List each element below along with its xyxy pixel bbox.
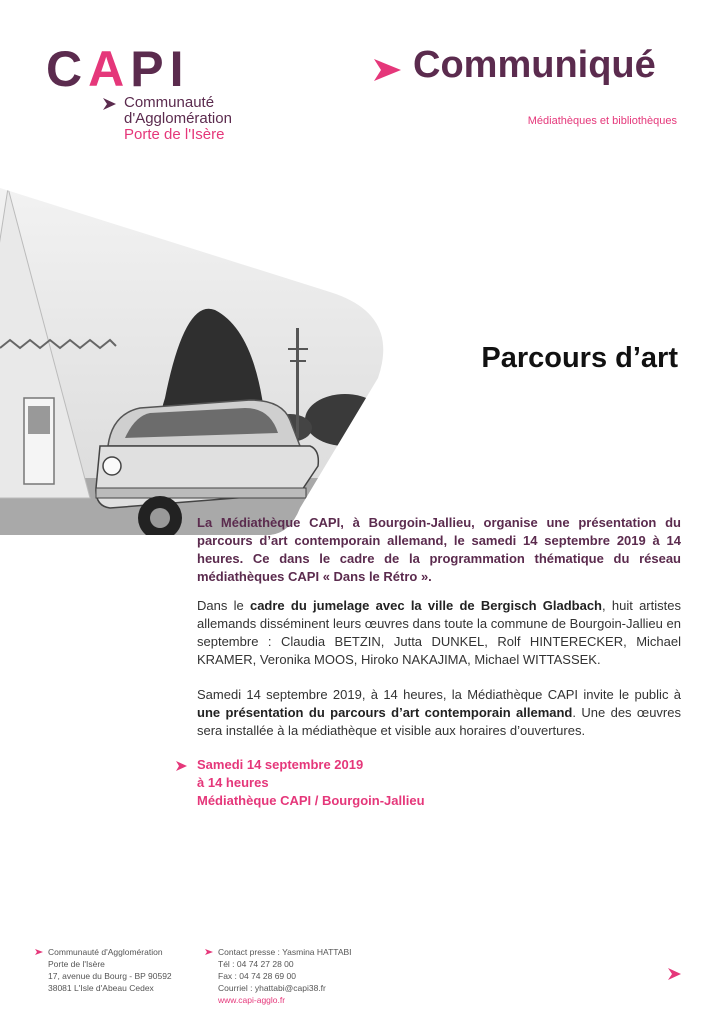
contact-line: Contact presse : Yasmina HATTABI bbox=[218, 947, 352, 957]
capi-logo bbox=[46, 41, 190, 97]
address-line: Communauté d'Agglomération bbox=[48, 947, 163, 957]
chevron-right-icon bbox=[372, 57, 404, 83]
event-date: Samedi 14 septembre 2019 bbox=[197, 757, 364, 772]
logo-line-3: Porte de l'Isère bbox=[124, 126, 225, 143]
chevron-right-icon bbox=[34, 948, 44, 956]
intro-paragraph: La Médiathèque CAPI, à Bourgoin-Jallieu, organise une présentation du parcours d’art contemporain allemand, le samedi 14 septembre 2019 à 14 heures. Ce dans le cadre de la programmation thématique du réseau médiathèques CAPI « Dans le Rétro ». bbox=[197, 515, 681, 584]
paragraph-3-start: Samedi 14 septembre 2019, à 14 heures, la Médiathèque CAPI invite le public à bbox=[197, 687, 681, 702]
contact-line: Tél : 04 74 27 28 00 bbox=[218, 959, 294, 969]
event-time: à 14 heures bbox=[197, 775, 269, 790]
paragraph-3-bold: une présentation du parcours d’art contemporain allemand bbox=[197, 705, 573, 720]
logo-chevron-icon bbox=[102, 96, 120, 112]
logo-line-2: d'Agglomération bbox=[124, 110, 232, 127]
address-line: Porte de l'Isère bbox=[48, 959, 105, 969]
logo-letters-pi: PI bbox=[130, 41, 190, 97]
paragraph-2-start: Dans le bbox=[197, 598, 250, 613]
article-title: Parcours d’art bbox=[481, 342, 678, 374]
chevron-right-icon bbox=[204, 948, 214, 956]
event-place: Médiathèque CAPI / Bourgoin-Jallieu bbox=[197, 793, 425, 808]
website-link[interactable]: www.capi-agglo.fr bbox=[218, 995, 286, 1005]
paragraph-2-bold: cadre du jumelage avec la ville de Bergisch Gladbach bbox=[249, 598, 602, 613]
chevron-right-icon bbox=[667, 967, 683, 981]
address-line: 38081 L'Isle d'Abeau Cedex bbox=[48, 983, 154, 993]
paragraph-2 bbox=[197, 597, 681, 669]
vintage-photo bbox=[0, 188, 400, 538]
logo-letter-c: C bbox=[46, 41, 89, 97]
event-info bbox=[197, 756, 425, 810]
chevron-right-icon bbox=[175, 760, 189, 772]
category-label: Médiathèques et bibliothèques bbox=[527, 115, 677, 127]
paragraph-2-end: , huit artistes allemands disséminent leurs œuvres dans toute la commune de Bourgoin-Jallieu en septembre : Claudia BETZIN, Jutta DUNKEL, Rolf HINTERECKER, Michael KRAMER, Veronika MOOS, Hiroko NAKAJIMA, Michael WITTASSEK. bbox=[197, 598, 681, 667]
page-title: Communiqué bbox=[413, 44, 656, 86]
logo-line-1: Communauté bbox=[124, 94, 215, 111]
contact-line: Fax : 04 74 28 69 00 bbox=[218, 971, 296, 981]
contact-email[interactable]: Courriel : yhattabi@capi38.fr bbox=[218, 983, 326, 993]
logo-letter-a: A bbox=[88, 41, 131, 97]
address-line: 17, avenue du Bourg - BP 90592 bbox=[48, 971, 172, 981]
paragraph-3 bbox=[197, 686, 681, 740]
footer-contact bbox=[218, 946, 352, 1006]
paragraph-3-end: . Une des œuvres sera installée à la médiathèque et visible aux horaires d’ouvertures. bbox=[197, 705, 681, 738]
footer-address bbox=[48, 946, 172, 994]
